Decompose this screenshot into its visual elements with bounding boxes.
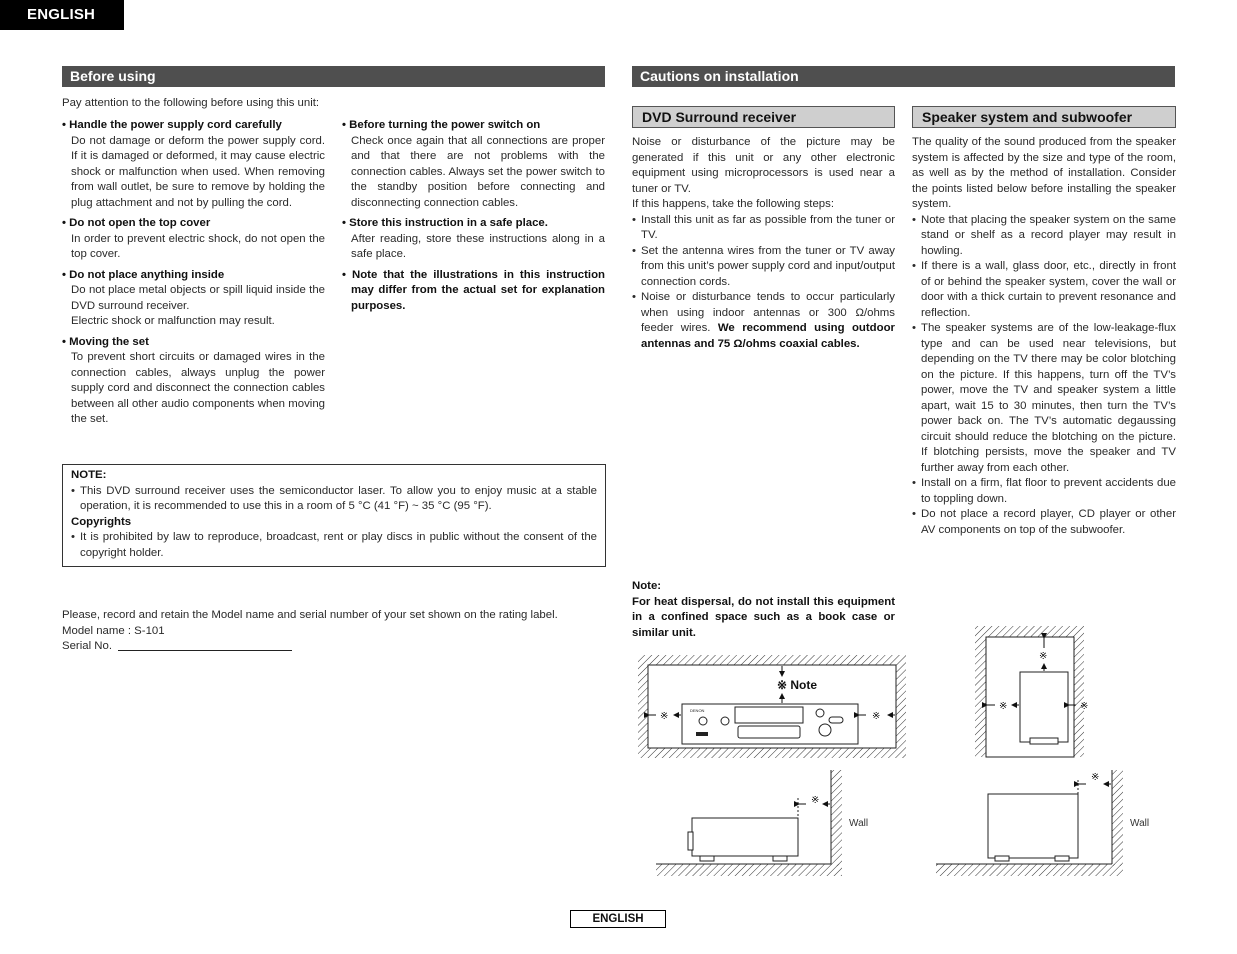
speaker-bullet: • Note that placing the speaker system on the same stand or shelf as a record player may result in howling.: [912, 213, 1176, 260]
item-heading: • Note that the illustrations in this instruction may differ from the actual set for explanation purposes.: [342, 268, 605, 312]
speaker-bullet: • The speaker systems are of the low-leakage-flux type and can be used near televisions, but depending on the TV there may be color blotching on the picture. If this happens, turn off the TV’s power, move the TV and speaker system a little apart, wait 15 to 30 minutes, then turn the TV’s power back on. The TV’s automatic degaussing circuit should reduce the blotching on the picture. If blotching persists, move the speaker and TV further away from each other.: [912, 321, 1176, 476]
record-block: [62, 608, 622, 655]
item-heading: • Handle the power supply cord carefully: [62, 119, 282, 131]
list-item: [62, 268, 325, 330]
dvd-bullet: • Install this unit as far as possible from the tuner or TV.: [632, 213, 895, 244]
item-heading: • Moving the set: [62, 335, 149, 348]
brand-mark: DENON: [690, 708, 705, 713]
wall-label: Wall: [1130, 818, 1150, 829]
speaker-bullet: • If there is a wall, glass door, etc., directly in front of or behind the speaker system, cover the wall or door with a thick curtain to prevent resonance and reflection.: [912, 259, 1176, 321]
dvd-bullet: • Set the antenna wires from the tuner or TV away from this unit’s power supply cord and input/output connection cords.: [632, 244, 895, 291]
installation-diagrams: [630, 620, 1190, 885]
note-callout: ※ Note: [777, 678, 818, 692]
before-using-heading: Before using: [62, 66, 605, 87]
dvd-bullet-text: Noise or disturbance tends to occur particularly when using indoor antennas or 300 Ω/ohms feeder wires.: [641, 291, 895, 334]
speaker-text: [912, 135, 1176, 538]
dvd-bullet-recommendation: We recommend using outdoor antennas and 75 Ω/ohms coaxial cables.: [641, 322, 895, 350]
clearance-mark: ※: [1091, 772, 1100, 783]
note-box: [62, 464, 606, 567]
note-title: NOTE:: [71, 469, 107, 481]
clearance-mark: ※: [811, 795, 820, 806]
list-item: [62, 216, 325, 263]
speaker-bullet: • Install on a firm, flat floor to prevent accidents due to toppling down.: [912, 476, 1176, 507]
heat-note-title: Note:: [632, 580, 662, 592]
subwoofer-wall-diagram: [936, 770, 1149, 876]
model-name: Model name : S-101: [62, 624, 165, 637]
record-instruction: Please, record and retain the Model name and serial number of your set shown on the rating label.: [62, 609, 558, 621]
dvd-receiver-text: [632, 135, 895, 352]
copyrights-text: • It is prohibited by law to reproduce, broadcast, rent or play discs in public without the consent of the copyright holder.: [71, 530, 597, 561]
clearance-mark: ※: [1039, 651, 1048, 662]
subwoofer-clearance-diagram: [975, 626, 1088, 757]
item-body: In order to prevent electric shock, do not open the top cover.: [71, 232, 325, 260]
footer-language-tab: ENGLISH: [570, 910, 666, 928]
dvd-intro: Noise or disturbance of the picture may be generated if this unit or any other electronic equipment using microprocessors is used near a tuner or TV.: [632, 136, 895, 195]
heat-note-text: For heat dispersal, do not install this equipment in a confined space such as a book case or similar unit.: [632, 595, 895, 639]
list-item: [62, 335, 325, 428]
receiver-wall-diagram: [656, 770, 868, 876]
dvd-steps-intro: If this happens, take the following steps:: [632, 198, 834, 210]
serial-label: Serial No.: [62, 640, 113, 652]
language-tab: ENGLISH: [0, 0, 124, 30]
before-using-right-column: [342, 118, 605, 319]
item-body: Do not place metal objects or spill liquid inside the DVD surround receiver. Electric shock or malfunction may result.: [71, 284, 325, 327]
clearance-mark: ※: [660, 711, 669, 722]
item-heading: • Before turning the power switch on: [342, 119, 541, 131]
note-text: • This DVD surround receiver uses the semiconductor laser. To allow you to enjoy music at a stable operation, it is recommended to use this in a room of 5 °C (41 °F) ~ 35 °C (95 °F).: [71, 484, 597, 515]
speaker-bullet: • Do not place a record player, CD player or other AV components on top of the subwoofer.: [912, 507, 1176, 538]
list-item: [342, 216, 605, 263]
speaker-subheading: Speaker system and subwoofer: [912, 106, 1176, 128]
clearance-mark: ※: [999, 701, 1008, 712]
cautions-heading: Cautions on installation: [632, 66, 1175, 87]
item-body: Do not damage or deform the power supply cord. If it is damaged or deformed, it may cause electric shock or malfunction when used. When removing from wall outlet, be sure to remove by holding the plug attachment and not by pulling the cord.: [71, 134, 325, 209]
item-heading: • Do not place anything inside: [62, 268, 225, 281]
item-body: To prevent short circuits or damaged wires in the connection cables, always unplug the power supply cord and disconnect the connection cables between all other audio components when moving the set.: [71, 351, 325, 425]
item-body: After reading, store these instructions along in a safe place.: [351, 232, 605, 260]
list-item: [62, 118, 325, 211]
wall-label: Wall: [849, 818, 869, 829]
copyrights-title: Copyrights: [71, 515, 132, 528]
receiver-clearance-diagram: [638, 655, 906, 758]
list-item: [342, 118, 605, 211]
list-item: [342, 268, 605, 315]
before-using-intro: Pay attention to the following before using this unit:: [62, 97, 320, 109]
dvd-bullet: [632, 290, 895, 352]
serial-line: [118, 650, 292, 651]
serial-number-row: [62, 639, 622, 655]
item-heading: • Store this instruction in a safe place.: [342, 217, 548, 229]
dvd-receiver-subheading: DVD Surround receiver: [632, 106, 895, 128]
before-using-left-column: [62, 118, 325, 433]
clearance-mark: ※: [872, 711, 881, 722]
speaker-intro: The quality of the sound produced from the speaker system is affected by the size and type of the room, as well as by the method of installation. Consider the points listed below before installing the speaker system.: [912, 136, 1176, 210]
item-heading: • Do not open the top cover: [62, 217, 211, 229]
clearance-mark: ※: [1080, 701, 1089, 712]
item-body: Check once again that all connections are proper and that there are not problems with the connection cables. Always set the power switch to the standby position before connecting and disconnecting connection cables.: [351, 134, 605, 209]
